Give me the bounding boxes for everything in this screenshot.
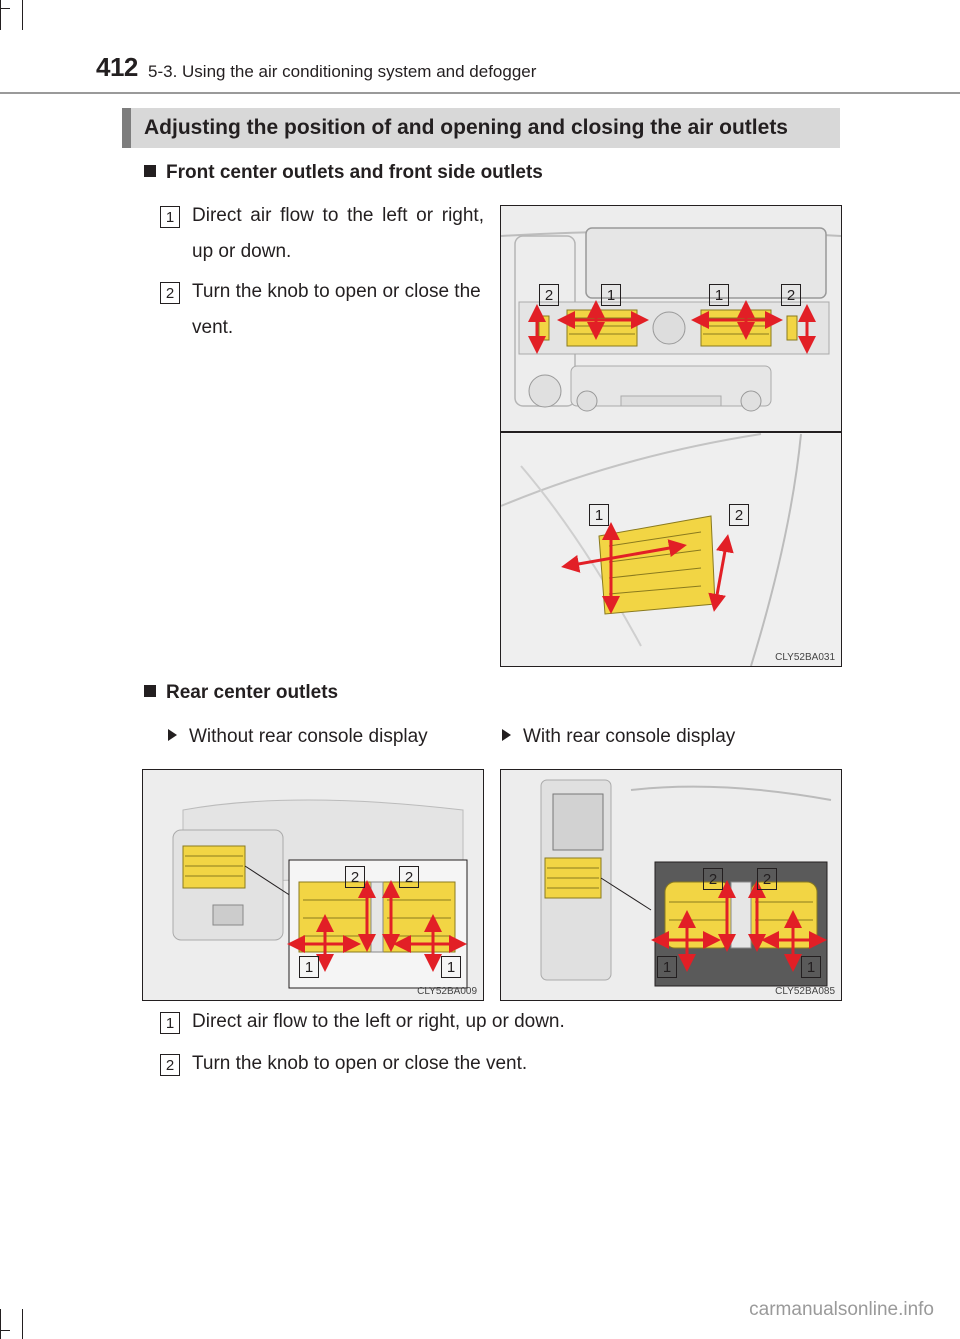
- section-title: Adjusting the position of and opening and closing the air outlets: [144, 116, 788, 139]
- figure-code: CLY52BA085: [775, 986, 835, 997]
- rear-step-1-text: Direct air flow to the left or right, up or down.: [192, 1011, 565, 1032]
- rear-step-2-text: Turn the knob to open or close the vent.: [192, 1053, 528, 1074]
- running-head: 5-3. Using the air conditioning system and defogger: [148, 62, 537, 81]
- crop-mark: [22, 1309, 23, 1339]
- front-center-outlet-left: [567, 310, 637, 346]
- front-outlets-illustration: [501, 206, 841, 666]
- callout-number: 2: [399, 866, 419, 888]
- front-step-1-text: Direct air flow to the left or right, up or down.: [192, 205, 484, 262]
- front-outlets-heading: [144, 162, 543, 184]
- crop-mark: [0, 1309, 1, 1339]
- callout-number: 2: [757, 868, 777, 890]
- callout-number: 1: [709, 284, 729, 306]
- rear-outlets-heading: [144, 682, 338, 704]
- step-number: 1: [160, 206, 180, 228]
- callout-number: 1: [657, 956, 677, 978]
- figure-code: CLY52BA031: [775, 652, 835, 663]
- variant-label: With rear console display: [523, 726, 736, 747]
- square-bullet-icon: [144, 165, 156, 177]
- crop-mark: [0, 1330, 10, 1331]
- square-bullet-icon: [144, 685, 156, 697]
- rear-outlets-figure-with-display: [500, 769, 842, 1001]
- front-center-outlet-right: [701, 310, 771, 346]
- rear-outlets-heading-text: Rear center outlets: [166, 682, 339, 703]
- callout-number: 2: [729, 504, 749, 526]
- variant-with-display: [502, 726, 735, 748]
- front-step-2-text: Turn the knob to open or close the vent.: [192, 281, 481, 338]
- section-accent: [122, 108, 131, 148]
- callout-number: 1: [589, 504, 609, 526]
- callout-number: 1: [601, 284, 621, 306]
- front-outlets-heading-text: Front center outlets and front side outlets: [166, 162, 543, 183]
- callout-number: 1: [299, 956, 319, 978]
- header-rule: [0, 92, 960, 94]
- front-outlets-figure: [500, 205, 842, 667]
- step-number: 1: [160, 1012, 180, 1034]
- section-title-bar: [122, 108, 840, 148]
- crop-mark: [22, 0, 23, 30]
- step-number: 2: [160, 282, 180, 304]
- variant-without-display: [168, 726, 428, 748]
- crop-mark: [0, 0, 1, 30]
- callout-number: 1: [801, 956, 821, 978]
- page-number: 412: [96, 52, 138, 82]
- callout-number: 2: [781, 284, 801, 306]
- callout-number: 2: [345, 866, 365, 888]
- triangle-bullet-icon: [168, 729, 177, 741]
- step-number: 2: [160, 1054, 180, 1076]
- callout-number: 2: [703, 868, 723, 890]
- callout-number: 2: [539, 284, 559, 306]
- triangle-bullet-icon: [502, 729, 511, 741]
- crop-mark: [0, 8, 10, 9]
- variant-label: Without rear console display: [189, 726, 428, 747]
- watermark: carmanualsonline.info: [749, 1299, 934, 1320]
- callout-number: 1: [441, 956, 461, 978]
- figure-code: CLY52BA009: [417, 986, 477, 997]
- rear-console-display: [553, 794, 603, 850]
- rear-outlets-figure-without-display: [142, 769, 484, 1001]
